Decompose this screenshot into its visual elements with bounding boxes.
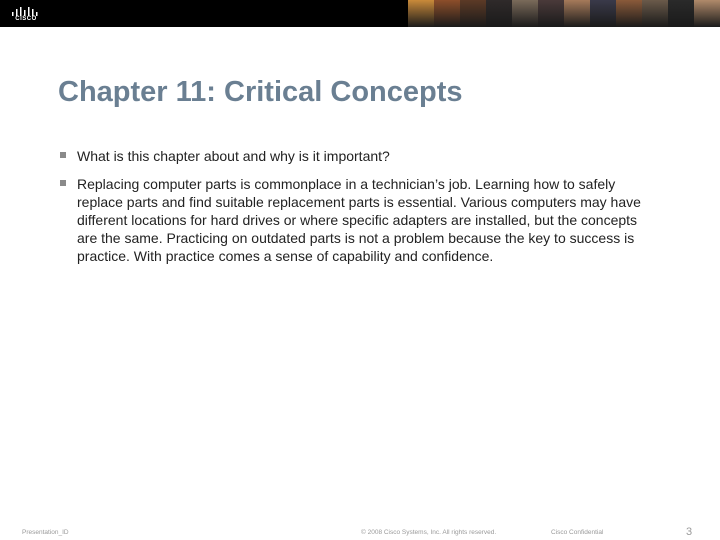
bullet-text: Replacing computer parts is commonplace in a technician’s job. Learning how to safely replace parts and find suitable replacement parts is essential. Various computers may have different locations for hard drives or where specific adapters are installed, but the concepts are the same. Practicing on outdated parts is not a problem because the key to success is practice. With practice comes a sense of capability and confidence. [77,176,641,264]
header-photo [564,0,590,27]
header-photo [434,0,460,27]
square-bullet-icon [60,180,66,186]
page-number: 3 [686,526,693,538]
header-photo [616,0,642,27]
header-photo [538,0,564,27]
header-photo [694,0,720,27]
presentation-id: Presentation_ID [22,529,69,536]
photo-strip [408,0,720,27]
copyright-text: © 2008 Cisco Systems, Inc. All rights reserved. [361,529,497,536]
header-bar [0,0,720,27]
bullet-text: What is this chapter about and why is it important? [77,148,390,164]
header-photo [642,0,668,27]
bullet-item [60,147,660,165]
header-photo [590,0,616,27]
header-photo [668,0,694,27]
bullet-list [60,147,660,275]
header-photo [460,0,486,27]
cisco-logo [9,4,43,22]
header-photo [486,0,512,27]
slide-title: Chapter 11: Critical Concepts [58,76,463,108]
header-photo [512,0,538,27]
confidential-label: Cisco Confidential [551,529,604,536]
square-bullet-icon [60,152,66,158]
bullet-item [60,175,660,265]
header-photo [408,0,434,27]
logo-text: CISCO [15,16,37,22]
